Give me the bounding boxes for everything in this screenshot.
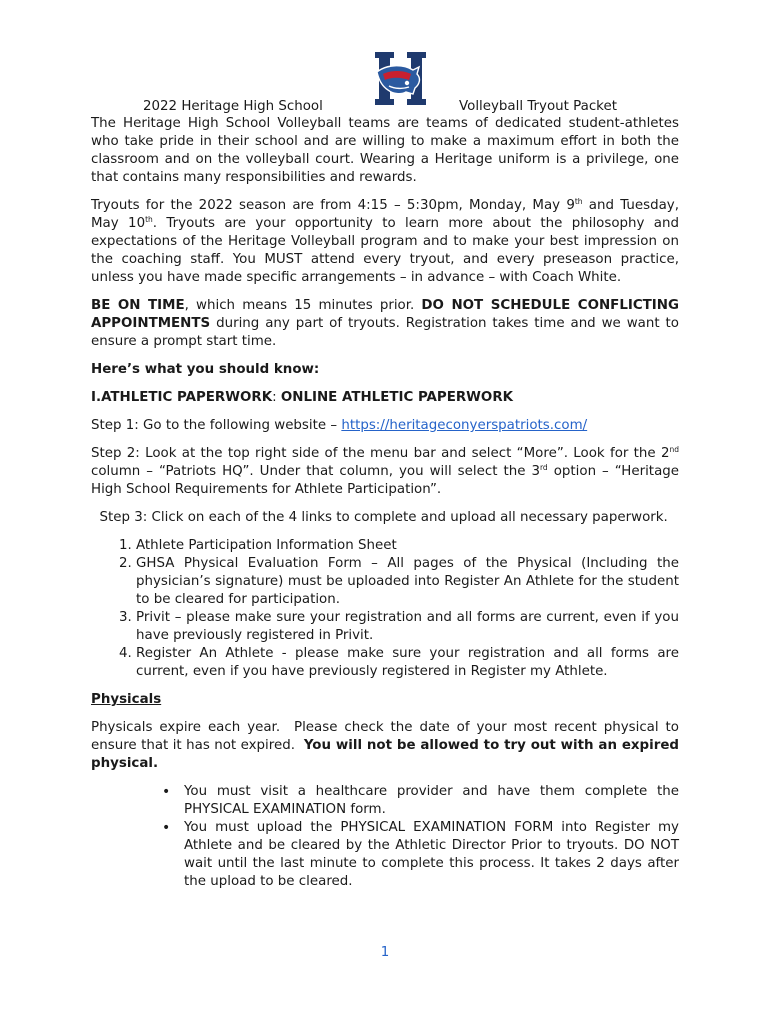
document-body xyxy=(91,115,684,891)
list-item: 3. Privit – please make sure your registration and all forms are current, even if you have previously registered in Privit. xyxy=(136,609,679,645)
step-2-text-2: column – “Patriots HQ”. Under that column, you will select the 3 xyxy=(91,464,540,479)
ordinal-suffix: th xyxy=(574,197,583,206)
know-heading xyxy=(91,361,679,379)
header-packet-title: Volleyball Tryout Packet xyxy=(459,99,617,114)
list-item: • You must visit a healthcare provider and have them complete the PHYSICAL EXAMINATION form. xyxy=(184,783,679,819)
physicals-heading-text: Physicals xyxy=(91,692,162,707)
header-school-name: 2022 Heritage High School xyxy=(143,99,323,114)
step-2-text-3: option – “Heritage High School Requirements for Athlete Participation”. xyxy=(91,464,680,497)
physicals-bullet-list xyxy=(91,783,679,891)
list-item: 2. GHSA Physical Evaluation Form – All pages of the Physical (Including the physician’s signature) must be uploaded into Register An Athlete for the student to be cleared for participation. xyxy=(136,555,679,609)
tryouts-text-2: and Tuesday, May 10 xyxy=(91,198,679,231)
list-item: 1. Athlete Participation Information Sheet xyxy=(136,537,679,555)
physicals-paragraph xyxy=(91,719,684,773)
website-link[interactable]: https://heritageconyerspatriots.com/ xyxy=(341,418,588,433)
on-time-paragraph xyxy=(91,297,679,351)
ordinal-suffix: nd xyxy=(669,445,679,454)
step-2 xyxy=(91,445,679,499)
on-time-text-1: , which means 15 minutes prior. xyxy=(184,298,422,313)
physicals-emphasis: You will not be allowed to try out with an expired physical. xyxy=(91,738,679,771)
tryouts-text-1: Tryouts for the 2022 season are from 4:15 – 5:30pm, Monday, May 9 xyxy=(91,198,575,213)
school-logo xyxy=(373,50,428,107)
paperwork-heading-colon: : xyxy=(272,390,281,405)
on-time-emphasis: BE ON TIME xyxy=(91,298,185,313)
tryouts-paragraph xyxy=(91,197,679,287)
step-1 xyxy=(91,417,679,435)
no-conflicts-emphasis: DO NOT SCHEDULE CONFLICTING APPOINTMENTS xyxy=(91,298,679,331)
step-2-text-1: Step 2: Look at the top right side of the menu bar and select “More”. Look for the 2 xyxy=(91,446,670,461)
intro-paragraph: The Heritage High School Volleyball teams are teams of dedicated student-athletes who take pride in their school and are willing to make a maximum effort in both the classroom and on the volleyball court. Wearing a Heritage uniform is a privilege, one that contains many responsibilities and rewards. xyxy=(91,116,679,185)
step-3: Step 3: Click on each of the 4 links to complete and upload all necessary paperwork. xyxy=(91,510,668,525)
step-1-text: Step 1: Go to the following website – xyxy=(91,418,342,433)
paperwork-heading xyxy=(91,389,679,407)
list-item: • You must upload the PHYSICAL EXAMINATION FORM into Register my Athlete and be cleared by the Athletic Director Prior to tryouts. DO NOT wait until the last minute to complete this process. It takes 2 days after the upload to be cleared. xyxy=(184,819,679,891)
list-item: 4. Register An Athlete - please make sure your registration and all forms are current, even if you have previously registered in Register my Athlete. xyxy=(136,645,679,681)
ordinal-suffix: th xyxy=(145,215,153,224)
ordinal-suffix: rd xyxy=(539,463,548,472)
paperwork-link-list xyxy=(91,537,679,681)
page-number: 1 xyxy=(380,945,390,960)
physicals-text: Physicals expire each year. Please check the date of your most recent physical to ensure that it has not expired. xyxy=(91,720,684,753)
paperwork-heading-part-2: ONLINE ATHLETIC PAPERWORK xyxy=(280,390,514,405)
know-heading-text: Here’s what you should know: xyxy=(91,362,320,377)
physicals-heading xyxy=(91,691,679,709)
tryouts-text-3: . Tryouts are your opportunity to learn more about the philosophy and expectations of the Heritage Volleyball program and to make your best impression on the coaching staff. You MUST attend every tryout, and every preseason practice, unless you have made specific arrangements – in advance – with Coach White. xyxy=(91,216,679,285)
paperwork-heading-part-1: I.ATHLETIC PAPERWORK xyxy=(91,390,273,405)
on-time-text-2: during any part of tryouts. Registration takes time and we want to ensure a prompt start time. xyxy=(91,316,679,349)
